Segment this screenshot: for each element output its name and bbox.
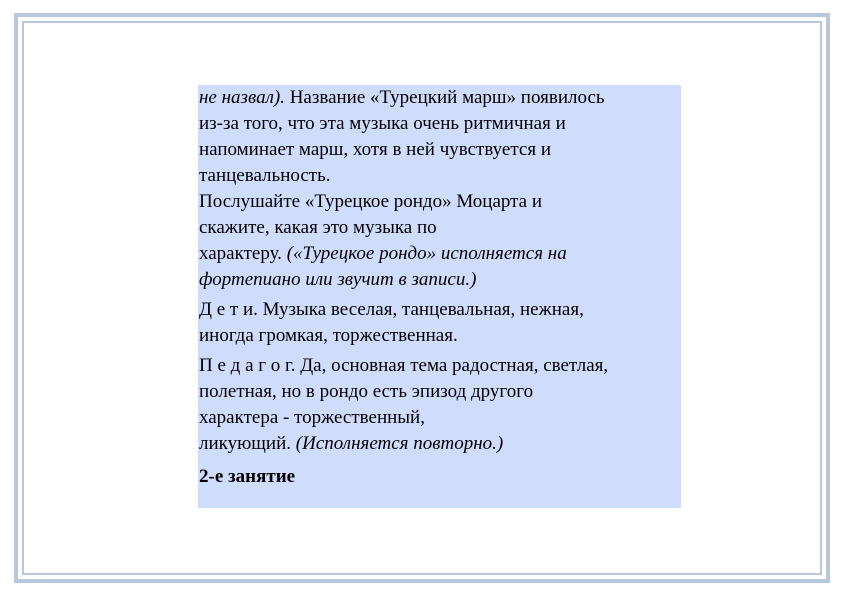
text-line: характера - торжественный,: [199, 407, 425, 428]
section-heading: 2-е занятие: [199, 466, 296, 487]
paragraph-teacher-answer: [199, 353, 681, 457]
text-line: [199, 241, 681, 267]
text-line: Послушайте «Турецкое рондо» Моцарта и: [199, 191, 543, 212]
paragraph-children-answer: [199, 297, 681, 349]
text-line: скажите, какая это музыка по: [199, 217, 437, 238]
lesson-text-box: [198, 85, 681, 508]
italic-fragment: (Исполняется повторно.): [295, 433, 504, 454]
text-line: полетная, но в рондо есть эпизод другого: [199, 381, 534, 402]
text-fragment: Название «Турецкий марш» появилось: [284, 87, 605, 108]
text-line: напоминает марш, хотя в ней чувствуется и: [199, 139, 551, 160]
italic-fragment: («Турецкое рондо» исполняется на: [286, 243, 567, 264]
text-fragment: ликующий.: [199, 433, 296, 454]
italic-fragment: не назвал).: [199, 87, 285, 108]
text-line: П е д а г о г. Да, основная тема радостная, светлая,: [199, 355, 609, 376]
text-line: Д е т и. Музыка веселая, танцевальная, нежная,: [199, 299, 584, 320]
text-line: [199, 85, 681, 111]
text-fragment: характеру.: [199, 243, 287, 264]
text-line: иногда громкая, торжественная.: [199, 325, 458, 346]
text-line: [199, 431, 681, 457]
text-line: танцевальность.: [199, 165, 331, 186]
text-line: фортепиано или звучит в записи.): [199, 269, 477, 290]
text-line: из-за того, что эта музыка очень ритмичная и: [199, 113, 566, 134]
paragraph-turkish-march: [199, 85, 681, 189]
paragraph-listen-rondo: [199, 189, 681, 293]
